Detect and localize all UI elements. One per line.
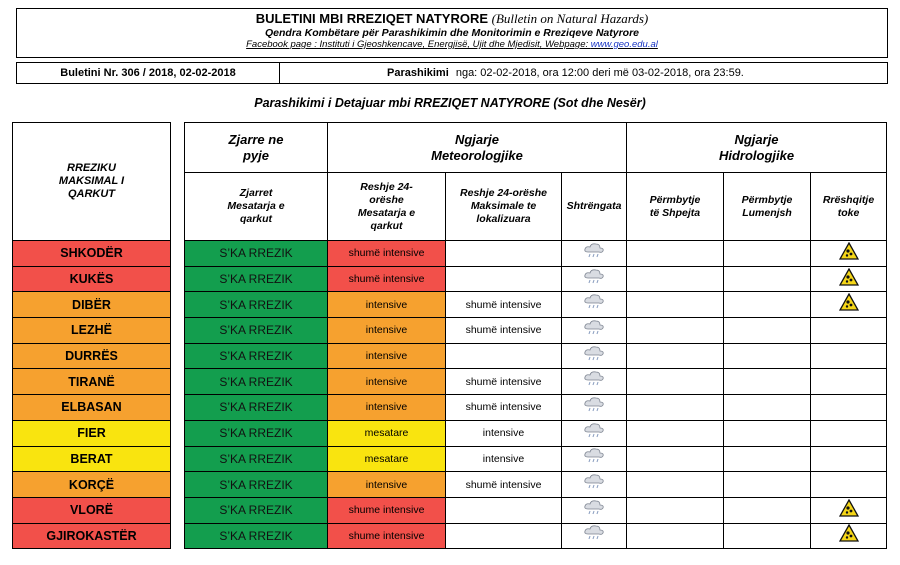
landslide-cell [811, 446, 887, 472]
county-name: SHKODËR [13, 241, 171, 267]
rain-max: intensive [446, 446, 562, 472]
storm-cell [562, 292, 627, 318]
county-name: ELBASAN [13, 395, 171, 421]
fire-risk: S’KA RREZIK [185, 472, 328, 498]
county-rows [13, 241, 887, 549]
county-name: GJIROKASTËR [13, 523, 171, 549]
storm-cell [562, 266, 627, 292]
river-flood-cell [724, 318, 811, 344]
bulletin-info-bar [16, 62, 888, 84]
facebook-link[interactable]: Facebook page : Instituti i Gjeoshkencave, Energjisë, Ujit dhe Mjedisit, Webpage: [246, 39, 591, 50]
storm-cell [562, 343, 627, 369]
rain-max: shumë intensive [446, 472, 562, 498]
rain-average: shume intensive [328, 523, 446, 549]
landslide-cell [811, 523, 887, 549]
fire-risk: S’KA RREZIK [185, 343, 328, 369]
row-separator [171, 266, 185, 292]
river-flood-cell [724, 523, 811, 549]
storm-cloud-icon [582, 345, 606, 368]
subheader-storm: Shtrëngata [562, 173, 627, 241]
row-separator [171, 420, 185, 446]
storm-cloud-icon [582, 396, 606, 419]
flash-flood-cell [627, 395, 724, 421]
storm-cloud-icon [582, 524, 606, 547]
rain-max [446, 523, 562, 549]
storm-cloud-icon [582, 447, 606, 470]
rain-max: shumë intensive [446, 318, 562, 344]
rain-average: intensive [328, 343, 446, 369]
county-name: VLORË [13, 497, 171, 523]
webpage-link[interactable]: www.geo.edu.al [590, 39, 658, 50]
rain-max [446, 497, 562, 523]
river-flood-cell [724, 241, 811, 267]
subheader-fires: Zjarret Mesatarja e qarkut [185, 173, 328, 241]
landslide-warning-icon [839, 242, 859, 265]
flash-flood-cell [627, 343, 724, 369]
fire-risk: S’KA RREZIK [185, 241, 328, 267]
storm-cloud-icon [582, 293, 606, 316]
subheader-flash-flood: Përmbytje të Shpejta [627, 173, 724, 241]
flash-flood-cell [627, 318, 724, 344]
river-flood-cell [724, 420, 811, 446]
storm-cell [562, 369, 627, 395]
landslide-warning-icon [839, 268, 859, 291]
county-name: BERAT [13, 446, 171, 472]
landslide-cell [811, 266, 887, 292]
flash-flood-cell [627, 497, 724, 523]
flash-flood-cell [627, 369, 724, 395]
flash-flood-cell [627, 472, 724, 498]
county-name: KORÇË [13, 472, 171, 498]
landslide-cell [811, 420, 887, 446]
table-row [13, 523, 887, 549]
rain-average: mesatare [328, 420, 446, 446]
rain-average: mesatare [328, 446, 446, 472]
storm-cell [562, 318, 627, 344]
bulletin-number: Buletini Nr. 306 / 2018, 02-02-2018 [17, 63, 280, 83]
header-title: BULETINI MBI RREZIQET NATYRORE [255, 11, 489, 26]
row-separator [171, 292, 185, 318]
river-flood-cell [724, 497, 811, 523]
landslide-warning-icon [839, 524, 859, 547]
fire-risk: S’KA RREZIK [185, 318, 328, 344]
header-subtitle: Qendra Kombëtare për Parashikimin dhe Monitorimin e Rreziqeve Natyrore [264, 27, 640, 39]
county-name: LEZHË [13, 318, 171, 344]
rain-max: shumë intensive [446, 292, 562, 318]
storm-cell [562, 523, 627, 549]
row-separator [171, 497, 185, 523]
row-separator [171, 241, 185, 267]
river-flood-cell [724, 343, 811, 369]
flash-flood-cell [627, 446, 724, 472]
table-row [13, 446, 887, 472]
forecast-label: Parashikimi [387, 67, 449, 79]
table-row [13, 369, 887, 395]
rain-max [446, 266, 562, 292]
group-meteorological: Ngjarje Meteorologjike [328, 123, 627, 173]
storm-cell [562, 446, 627, 472]
subheader-river-flood: Përmbytje Lumenjsh [724, 173, 811, 241]
landslide-cell [811, 241, 887, 267]
storm-cloud-icon [582, 268, 606, 291]
col-separator [171, 123, 185, 241]
river-flood-cell [724, 395, 811, 421]
flash-flood-cell [627, 420, 724, 446]
row-separator [171, 472, 185, 498]
storm-cell [562, 241, 627, 267]
rain-max: shumë intensive [446, 395, 562, 421]
row-separator [171, 343, 185, 369]
row-separator [171, 395, 185, 421]
hazard-table [12, 122, 887, 549]
storm-cloud-icon [582, 499, 606, 522]
storm-cell [562, 395, 627, 421]
landslide-cell [811, 395, 887, 421]
river-flood-cell [724, 369, 811, 395]
rain-average: intensive [328, 472, 446, 498]
storm-cell [562, 420, 627, 446]
river-flood-cell [724, 446, 811, 472]
storm-cloud-icon [582, 473, 606, 496]
county-name: DIBËR [13, 292, 171, 318]
forecast-period [279, 63, 887, 83]
landslide-cell [811, 369, 887, 395]
landslide-warning-icon [839, 499, 859, 522]
landslide-cell [811, 292, 887, 318]
landslide-cell [811, 318, 887, 344]
county-name: TIRANË [13, 369, 171, 395]
river-flood-cell [724, 292, 811, 318]
forecast-text: nga: 02-02-2018, ora 12:00 deri më 03-02-2018, ora 23:59. [455, 67, 744, 79]
storm-cell [562, 472, 627, 498]
county-name: FIER [13, 420, 171, 446]
rain-max [446, 241, 562, 267]
rain-max: intensive [446, 420, 562, 446]
row-separator [171, 318, 185, 344]
header-title-line [17, 11, 887, 27]
rain-average: intensive [328, 369, 446, 395]
rain-average: intensive [328, 318, 446, 344]
table-row [13, 241, 887, 267]
header-title-en: (Bulletin on Natural Hazards) [491, 11, 649, 26]
fire-risk: S’KA RREZIK [185, 523, 328, 549]
storm-cloud-icon [582, 242, 606, 265]
group-forest-fires: Zjarre ne pyje [185, 123, 328, 173]
header-links [17, 39, 887, 50]
table-row [13, 395, 887, 421]
col-max-risk: RREZIKU MAKSIMAL I QARKUT [13, 123, 171, 241]
landslide-cell [811, 343, 887, 369]
table-row [13, 318, 887, 344]
table-row [13, 292, 887, 318]
bulletin-header [16, 8, 888, 58]
subheader-rain-max: Reshje 24-orëshe Maksimale te lokalizuara [446, 173, 562, 241]
landslide-warning-icon [839, 293, 859, 316]
flash-flood-cell [627, 523, 724, 549]
row-separator [171, 523, 185, 549]
subheader-landslide: Rrëshqitje toke [811, 173, 887, 241]
storm-cloud-icon [582, 370, 606, 393]
table-row [13, 472, 887, 498]
storm-cloud-icon [582, 319, 606, 342]
table-row [13, 420, 887, 446]
fire-risk: S’KA RREZIK [185, 266, 328, 292]
rain-max: shumë intensive [446, 369, 562, 395]
row-separator [171, 446, 185, 472]
rain-average: intensive [328, 292, 446, 318]
table-row [13, 343, 887, 369]
fire-risk: S’KA RREZIK [185, 395, 328, 421]
fire-risk: S’KA RREZIK [185, 369, 328, 395]
subheader-rain-average: Reshje 24-orëshe Mesatarja e qarkut [328, 173, 446, 241]
rain-average: shumë intensive [328, 241, 446, 267]
rain-average: shumë intensive [328, 266, 446, 292]
river-flood-cell [724, 472, 811, 498]
landslide-cell [811, 472, 887, 498]
rain-max [446, 343, 562, 369]
rain-average: shume intensive [328, 497, 446, 523]
rain-average: intensive [328, 395, 446, 421]
section-title: Parashikimi i Detajuar mbi RREZIQET NATYRORE (Sot dhe Nesër) [254, 96, 646, 110]
river-flood-cell [724, 266, 811, 292]
group-hydrological: Ngjarje Hidrologjike [627, 123, 887, 173]
storm-cloud-icon [582, 422, 606, 445]
county-name: KUKËS [13, 266, 171, 292]
fire-risk: S’KA RREZIK [185, 446, 328, 472]
row-separator [171, 369, 185, 395]
storm-cell [562, 497, 627, 523]
fire-risk: S’KA RREZIK [185, 292, 328, 318]
county-name: DURRËS [13, 343, 171, 369]
flash-flood-cell [627, 241, 724, 267]
fire-risk: S’KA RREZIK [185, 497, 328, 523]
landslide-cell [811, 497, 887, 523]
flash-flood-cell [627, 292, 724, 318]
fire-risk: S’KA RREZIK [185, 420, 328, 446]
table-row [13, 266, 887, 292]
table-row [13, 497, 887, 523]
flash-flood-cell [627, 266, 724, 292]
